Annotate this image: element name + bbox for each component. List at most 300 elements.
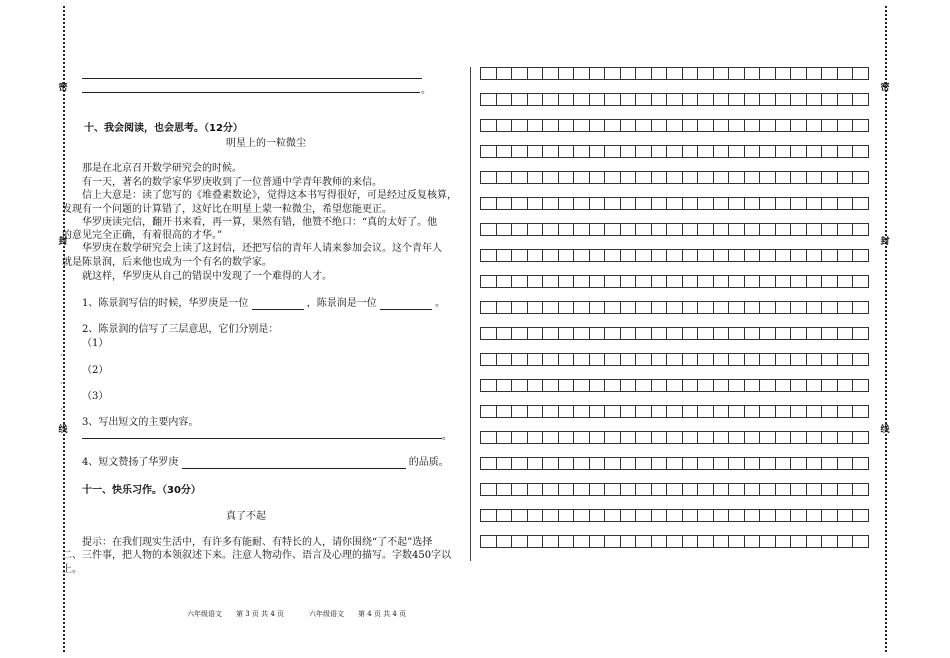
grid-cell[interactable] [775,223,791,236]
grid-cell[interactable] [511,119,527,132]
grid-cell[interactable] [713,509,729,522]
grid-cell[interactable] [480,275,496,288]
answer-line[interactable] [82,92,420,93]
grid-cell[interactable] [480,483,496,496]
grid-cell[interactable] [604,145,620,158]
grid-cell[interactable] [620,93,636,106]
q1-blank-2[interactable] [380,299,432,310]
grid-cell[interactable] [837,197,853,210]
grid-cell[interactable] [651,509,667,522]
grid-cell[interactable] [806,93,822,106]
grid-cell[interactable] [558,119,574,132]
grid-cell[interactable] [728,145,744,158]
grid-cell[interactable] [728,535,744,548]
grid-cell[interactable] [728,301,744,314]
grid-cell[interactable] [635,353,651,366]
grid-cell[interactable] [558,249,574,262]
grid-cell[interactable] [666,483,682,496]
grid-cell[interactable] [759,431,775,444]
grid-cell[interactable] [697,509,713,522]
grid-cell[interactable] [806,353,822,366]
grid-cell[interactable] [744,275,760,288]
grid-cell[interactable] [713,93,729,106]
grid-cell[interactable] [837,431,853,444]
grid-cell[interactable] [728,353,744,366]
grid-cell[interactable] [806,457,822,470]
grid-cell[interactable] [759,379,775,392]
grid-cell[interactable] [558,431,574,444]
grid-cell[interactable] [666,405,682,418]
grid-cell[interactable] [511,483,527,496]
grid-cell[interactable] [852,223,869,236]
grid-cell[interactable] [589,301,605,314]
grid-cell[interactable] [697,431,713,444]
grid-cell[interactable] [496,509,512,522]
writing-grid[interactable] [480,67,869,559]
grid-cell[interactable] [558,171,574,184]
grid-cell[interactable] [682,431,698,444]
grid-cell[interactable] [573,301,589,314]
grid-cell[interactable] [527,509,543,522]
grid-cell[interactable] [651,457,667,470]
grid-cell[interactable] [511,67,527,80]
grid-cell[interactable] [542,93,558,106]
grid-cell[interactable] [542,509,558,522]
grid-cell[interactable] [759,301,775,314]
grid-cell[interactable] [496,275,512,288]
grid-cell[interactable] [527,353,543,366]
grid-cell[interactable] [697,457,713,470]
grid-cell[interactable] [790,67,806,80]
grid-cell[interactable] [682,379,698,392]
grid-cell[interactable] [682,249,698,262]
grid-cell[interactable] [651,249,667,262]
grid-cell[interactable] [775,171,791,184]
grid-cell[interactable] [573,535,589,548]
grid-cell[interactable] [542,145,558,158]
grid-cell[interactable] [713,301,729,314]
grid-cell[interactable] [806,249,822,262]
grid-cell[interactable] [666,249,682,262]
grid-cell[interactable] [775,197,791,210]
grid-cell[interactable] [666,431,682,444]
grid-cell[interactable] [604,509,620,522]
grid-cell[interactable] [573,197,589,210]
grid-cell[interactable] [620,275,636,288]
grid-cell[interactable] [697,67,713,80]
grid-cell[interactable] [480,145,496,158]
grid-cell[interactable] [542,535,558,548]
grid-cell[interactable] [480,353,496,366]
grid-cell[interactable] [697,197,713,210]
grid-cell[interactable] [806,301,822,314]
grid-cell[interactable] [635,67,651,80]
grid-cell[interactable] [682,327,698,340]
grid-cell[interactable] [837,405,853,418]
grid-cell[interactable] [775,301,791,314]
grid-cell[interactable] [682,93,698,106]
grid-cell[interactable] [527,535,543,548]
grid-cell[interactable] [511,535,527,548]
grid-cell[interactable] [697,93,713,106]
grid-cell[interactable] [480,171,496,184]
grid-cell[interactable] [527,431,543,444]
grid-cell[interactable] [713,483,729,496]
q4-blank[interactable] [182,458,406,469]
grid-cell[interactable] [790,301,806,314]
grid-cell[interactable] [635,171,651,184]
grid-cell[interactable] [682,171,698,184]
grid-cell[interactable] [604,119,620,132]
grid-cell[interactable] [589,67,605,80]
grid-cell[interactable] [635,483,651,496]
grid-cell[interactable] [573,67,589,80]
grid-cell[interactable] [790,327,806,340]
grid-cell[interactable] [635,327,651,340]
grid-cell[interactable] [744,457,760,470]
grid-cell[interactable] [651,93,667,106]
grid-cell[interactable] [806,379,822,392]
grid-cell[interactable] [589,197,605,210]
grid-cell[interactable] [511,327,527,340]
grid-cell[interactable] [496,67,512,80]
grid-cell[interactable] [496,223,512,236]
grid-cell[interactable] [511,301,527,314]
grid-cell[interactable] [558,509,574,522]
grid-cell[interactable] [496,327,512,340]
grid-cell[interactable] [806,119,822,132]
grid-cell[interactable] [775,379,791,392]
grid-row[interactable] [480,249,869,262]
grid-cell[interactable] [666,145,682,158]
grid-cell[interactable] [558,327,574,340]
grid-cell[interactable] [573,145,589,158]
grid-cell[interactable] [852,119,869,132]
grid-cell[interactable] [480,93,496,106]
grid-cell[interactable] [744,93,760,106]
grid-cell[interactable] [542,457,558,470]
grid-cell[interactable] [728,327,744,340]
grid-cell[interactable] [558,483,574,496]
grid-cell[interactable] [635,249,651,262]
grid-cell[interactable] [589,405,605,418]
grid-cell[interactable] [573,119,589,132]
grid-cell[interactable] [651,119,667,132]
grid-cell[interactable] [682,353,698,366]
grid-cell[interactable] [713,145,729,158]
grid-cell[interactable] [790,457,806,470]
grid-cell[interactable] [480,405,496,418]
grid-cell[interactable] [837,93,853,106]
grid-row[interactable] [480,535,869,548]
grid-cell[interactable] [852,197,869,210]
grid-cell[interactable] [821,327,837,340]
grid-cell[interactable] [806,483,822,496]
grid-cell[interactable] [573,509,589,522]
grid-cell[interactable] [651,223,667,236]
grid-cell[interactable] [775,405,791,418]
grid-cell[interactable] [620,197,636,210]
grid-cell[interactable] [744,379,760,392]
grid-cell[interactable] [558,67,574,80]
grid-cell[interactable] [759,405,775,418]
grid-cell[interactable] [759,249,775,262]
grid-cell[interactable] [821,483,837,496]
grid-cell[interactable] [713,457,729,470]
grid-cell[interactable] [558,353,574,366]
grid-cell[interactable] [806,327,822,340]
grid-cell[interactable] [651,67,667,80]
grid-cell[interactable] [604,535,620,548]
grid-cell[interactable] [589,145,605,158]
grid-cell[interactable] [682,535,698,548]
grid-cell[interactable] [620,301,636,314]
grid-cell[interactable] [620,223,636,236]
grid-cell[interactable] [573,379,589,392]
grid-cell[interactable] [496,457,512,470]
grid-row[interactable] [480,145,869,158]
grid-cell[interactable] [480,67,496,80]
grid-cell[interactable] [666,327,682,340]
grid-cell[interactable] [790,535,806,548]
grid-cell[interactable] [728,171,744,184]
grid-cell[interactable] [527,223,543,236]
grid-cell[interactable] [589,119,605,132]
grid-cell[interactable] [542,353,558,366]
grid-row[interactable] [480,67,869,80]
grid-cell[interactable] [496,353,512,366]
grid-cell[interactable] [713,353,729,366]
answer-line[interactable] [82,78,422,79]
grid-cell[interactable] [759,457,775,470]
grid-cell[interactable] [837,119,853,132]
grid-cell[interactable] [620,457,636,470]
grid-cell[interactable] [682,119,698,132]
grid-cell[interactable] [852,457,869,470]
grid-row[interactable] [480,119,869,132]
grid-cell[interactable] [558,145,574,158]
grid-cell[interactable] [666,275,682,288]
grid-cell[interactable] [682,301,698,314]
grid-cell[interactable] [790,249,806,262]
grid-cell[interactable] [744,405,760,418]
grid-row[interactable] [480,93,869,106]
grid-cell[interactable] [837,483,853,496]
grid-cell[interactable] [775,145,791,158]
grid-cell[interactable] [806,145,822,158]
grid-cell[interactable] [589,483,605,496]
grid-cell[interactable] [635,535,651,548]
grid-cell[interactable] [604,67,620,80]
grid-cell[interactable] [573,483,589,496]
grid-cell[interactable] [620,145,636,158]
grid-cell[interactable] [744,223,760,236]
grid-cell[interactable] [713,197,729,210]
grid-cell[interactable] [558,301,574,314]
grid-row[interactable] [480,405,869,418]
grid-cell[interactable] [759,197,775,210]
grid-cell[interactable] [527,457,543,470]
grid-cell[interactable] [666,223,682,236]
grid-cell[interactable] [837,275,853,288]
grid-cell[interactable] [651,275,667,288]
grid-cell[interactable] [775,67,791,80]
grid-cell[interactable] [480,379,496,392]
grid-cell[interactable] [635,457,651,470]
grid-cell[interactable] [697,483,713,496]
grid-cell[interactable] [496,197,512,210]
grid-cell[interactable] [852,535,869,548]
grid-cell[interactable] [744,249,760,262]
grid-cell[interactable] [821,223,837,236]
grid-cell[interactable] [635,119,651,132]
grid-cell[interactable] [713,67,729,80]
grid-row[interactable] [480,379,869,392]
grid-cell[interactable] [542,327,558,340]
grid-cell[interactable] [697,171,713,184]
grid-cell[interactable] [589,379,605,392]
grid-cell[interactable] [511,197,527,210]
grid-cell[interactable] [697,379,713,392]
grid-cell[interactable] [604,301,620,314]
grid-cell[interactable] [790,223,806,236]
grid-cell[interactable] [511,379,527,392]
grid-cell[interactable] [496,301,512,314]
grid-cell[interactable] [604,431,620,444]
grid-cell[interactable] [728,431,744,444]
grid-cell[interactable] [573,431,589,444]
grid-cell[interactable] [697,119,713,132]
grid-cell[interactable] [527,145,543,158]
grid-cell[interactable] [666,509,682,522]
grid-cell[interactable] [542,119,558,132]
grid-cell[interactable] [589,353,605,366]
grid-cell[interactable] [759,223,775,236]
grid-cell[interactable] [713,327,729,340]
grid-cell[interactable] [852,171,869,184]
grid-cell[interactable] [635,509,651,522]
grid-cell[interactable] [713,119,729,132]
grid-cell[interactable] [821,535,837,548]
grid-cell[interactable] [480,119,496,132]
grid-cell[interactable] [806,535,822,548]
grid-cell[interactable] [511,353,527,366]
grid-cell[interactable] [821,457,837,470]
grid-cell[interactable] [527,483,543,496]
grid-cell[interactable] [728,405,744,418]
grid-cell[interactable] [589,249,605,262]
grid-cell[interactable] [620,67,636,80]
grid-cell[interactable] [852,509,869,522]
grid-cell[interactable] [713,379,729,392]
grid-cell[interactable] [837,249,853,262]
grid-cell[interactable] [480,197,496,210]
grid-cell[interactable] [651,145,667,158]
grid-cell[interactable] [558,197,574,210]
grid-cell[interactable] [744,301,760,314]
grid-cell[interactable] [620,327,636,340]
grid-cell[interactable] [821,405,837,418]
grid-cell[interactable] [728,223,744,236]
grid-cell[interactable] [821,379,837,392]
grid-cell[interactable] [759,171,775,184]
grid-cell[interactable] [620,483,636,496]
grid-cell[interactable] [837,327,853,340]
grid-cell[interactable] [744,67,760,80]
grid-cell[interactable] [682,197,698,210]
grid-cell[interactable] [511,457,527,470]
grid-cell[interactable] [558,275,574,288]
grid-cell[interactable] [837,223,853,236]
grid-cell[interactable] [666,67,682,80]
grid-cell[interactable] [604,353,620,366]
grid-cell[interactable] [759,67,775,80]
grid-cell[interactable] [604,93,620,106]
grid-cell[interactable] [527,119,543,132]
grid-cell[interactable] [790,275,806,288]
grid-cell[interactable] [635,431,651,444]
grid-cell[interactable] [759,119,775,132]
grid-cell[interactable] [480,509,496,522]
grid-cell[interactable] [806,197,822,210]
grid-cell[interactable] [821,145,837,158]
grid-cell[interactable] [852,145,869,158]
grid-cell[interactable] [542,431,558,444]
grid-cell[interactable] [821,431,837,444]
grid-cell[interactable] [790,119,806,132]
grid-cell[interactable] [651,171,667,184]
grid-cell[interactable] [573,275,589,288]
grid-cell[interactable] [790,379,806,392]
grid-cell[interactable] [806,67,822,80]
grid-cell[interactable] [589,431,605,444]
grid-cell[interactable] [542,379,558,392]
grid-cell[interactable] [496,379,512,392]
grid-cell[interactable] [837,353,853,366]
grid-cell[interactable] [496,405,512,418]
grid-cell[interactable] [682,457,698,470]
grid-cell[interactable] [651,379,667,392]
grid-cell[interactable] [666,379,682,392]
grid-cell[interactable] [744,197,760,210]
grid-cell[interactable] [775,483,791,496]
grid-cell[interactable] [480,431,496,444]
grid-cell[interactable] [480,249,496,262]
grid-cell[interactable] [682,509,698,522]
grid-cell[interactable] [821,275,837,288]
grid-cell[interactable] [682,145,698,158]
grid-cell[interactable] [837,535,853,548]
grid-cell[interactable] [589,275,605,288]
grid-cell[interactable] [790,197,806,210]
grid-cell[interactable] [527,327,543,340]
grid-cell[interactable] [527,171,543,184]
grid-cell[interactable] [542,275,558,288]
grid-cell[interactable] [620,535,636,548]
grid-cell[interactable] [728,67,744,80]
grid-cell[interactable] [806,509,822,522]
grid-cell[interactable] [697,405,713,418]
grid-cell[interactable] [821,301,837,314]
grid-cell[interactable] [744,431,760,444]
grid-cell[interactable] [697,223,713,236]
grid-cell[interactable] [604,249,620,262]
grid-cell[interactable] [728,249,744,262]
grid-cell[interactable] [511,405,527,418]
grid-cell[interactable] [651,327,667,340]
grid-cell[interactable] [744,483,760,496]
grid-cell[interactable] [852,431,869,444]
